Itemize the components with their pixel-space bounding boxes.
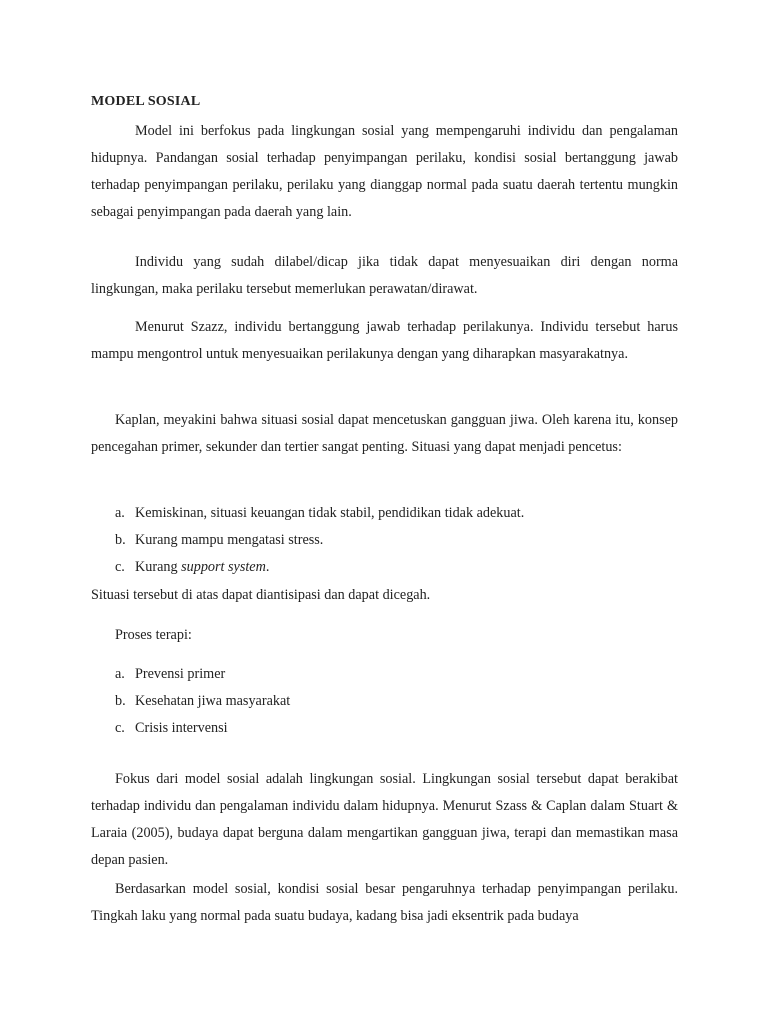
list-item: [115, 500, 675, 527]
list-item-text: Kurang mampu mengatasi stress.: [135, 532, 324, 548]
list-item-text: Prevensi primer: [135, 666, 226, 682]
list-item: [115, 661, 675, 688]
list-item: [115, 527, 675, 554]
list-marker: a.: [115, 666, 125, 682]
list-marker: c.: [115, 720, 125, 736]
paragraph-social-model-focus: Fokus dari model sosial adalah lingkungan sosial. Lingkungan sosial tersebut dapat berakibat terhadap individu dan pengalaman individu dalam hidupnya. Menurut Szass & Caplan dalam Stuart & Laraia (2005), budaya dapat berguna dalam mengartikan gangguan jiwa, terapi dan memastikan masa depan pasien.: [91, 771, 678, 868]
section-title: MODEL SOSIAL: [91, 94, 201, 109]
list-marker: b.: [115, 532, 126, 548]
paragraph-model-focus: Model ini berfokus pada lingkungan sosial yang mempengaruhi individu dan pengalaman hidupnya. Pandangan sosial terhadap penyimpangan perilaku, kondisi sosial bertanggung jawab terhadap penyimpangan perilaku, perilaku yang dianggap normal pada suatu daerah tertentu mungkin sebagai penyimpangan pada daerah yang lain.: [91, 123, 678, 220]
list-marker: a.: [115, 505, 125, 521]
list-marker: c.: [115, 559, 125, 575]
list-item-trailing-text: .: [265, 559, 270, 575]
paragraph-labeled-individual: Individu yang sudah dilabel/dicap jika tidak dapat menyesuaikan diri dengan norma lingkungan, maka perilaku tersebut memerlukan perawatan/dirawat.: [91, 254, 678, 297]
list-item-text: Kesehatan jiwa masyarakat: [135, 693, 291, 709]
paragraph-social-conditions: Berdasarkan model sosial, kondisi sosial besar pengaruhnya terhadap penyimpangan perilaku. Tingkah laku yang normal pada suatu budaya, kadang bisa jadi eksentrik pada budaya: [91, 881, 678, 924]
therapy-process-list: [115, 661, 675, 742]
paragraph-anticipation: Situasi tersebut di atas dapat diantisipasi dan dapat dicegah.: [91, 587, 431, 603]
list-marker: b.: [115, 693, 126, 709]
list-item-text: Kemiskinan, situasi keuangan tidak stabil, pendidikan tidak adekuat.: [135, 505, 525, 521]
list-item-text: Crisis intervensi: [135, 720, 228, 736]
list-item-italic-text: support system: [181, 559, 266, 575]
trigger-situation-list: [115, 500, 675, 581]
paragraph-szazz: Menurut Szazz, individu bertanggung jawab terhadap perilakunya. Individu tersebut harus mampu mengontrol untuk menyesuaikan perilakunya dengan yang diharapkan masyarakatnya.: [91, 319, 678, 362]
list-item: [115, 554, 675, 581]
list-item-text: Kurang: [135, 559, 182, 575]
list-item: [115, 715, 675, 742]
list-item: [115, 688, 675, 715]
paragraph-therapy-process: Proses terapi:: [115, 627, 192, 643]
paragraph-kaplan: Kaplan, meyakini bahwa situasi sosial dapat mencetuskan gangguan jiwa. Oleh karena itu, konsep pencegahan primer, sekunder dan tertier sangat penting. Situasi yang dapat menjadi pencetus:: [91, 412, 678, 455]
